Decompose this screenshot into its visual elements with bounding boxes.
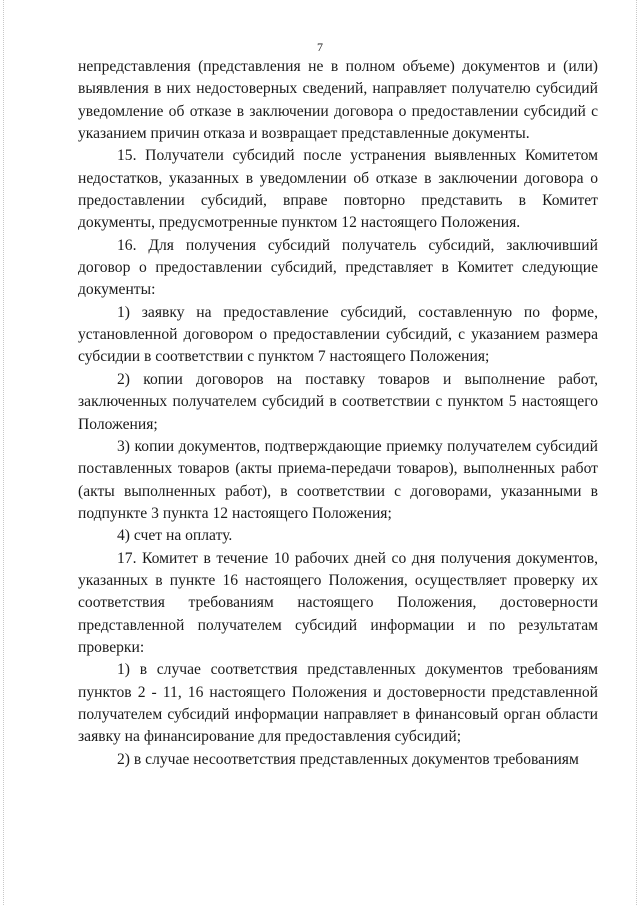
paragraph-subitem-16-3: 3) копии документов, подтверждающие приемку получателем субсидий поставленных товаров (акты приема-передачи товаров), выполненных работ (акты выполненных работ), в соответствии с договорами, указанными в подпункте 3 пункта 12 настоящего Положения; (78, 437, 598, 522)
scan-edge-right (636, 0, 637, 905)
paragraph-subitem-16-4: 4) счет на оплату. (117, 527, 233, 545)
paragraph-subitem-17-2: 2) в случае несоответствия представленных документов требованиям (117, 750, 579, 768)
scan-edge-left (3, 0, 4, 905)
paragraph-item-15: 15. Получатели субсидий после устранения выявленных Комитетом недостатков, указанных в уведомлении об отказе в заключении договора о предоставлении субсидий, вправе повторно представить в Комитет документы, предусмотренные пунктом 12 настоящего Положения. (78, 147, 598, 232)
paragraph-item-17: 17. Комитет в течение 10 рабочих дней со дня получения документов, указанных в пункте 16 настоящего Положения, осуществляет проверку их соответствия требованиям настоящего Положения, достоверности представленной получателем субсидий информации и по результатам проверки: (78, 549, 598, 656)
paragraph-item-16: 16. Для получения субсидий получатель субсидий, заключивший договор о предоставлении субсидий, представляет в Комитет следующие документы: (78, 236, 598, 299)
paragraph-subitem-16-2: 2) копии договоров на поставку товаров и выполнение работ, заключенных получателем субсидий в соответствии с пунктом 5 настоящего Положения; (78, 370, 598, 433)
paragraph-subitem-16-1: 1) заявку на предоставление субсидий, составленную по форме, установленной договором о предоставлении субсидий, с указанием размера субсидии в соответствии с пунктом 7 настоящего Положения; (78, 303, 598, 366)
paragraph-subitem-17-1: 1) в случае соответствия представленных документов требованиям пунктов 2 - 11, 16 настоящего Положения и достоверности представленной получателем субсидий информации направляет в финансовый орган области заявку на финансирование для предоставления субсидий; (78, 661, 598, 746)
paragraph-continuation: непредставления (представления не в полном объеме) документов и (или) выявления в них недостоверных сведений, направляет получателю субсидий уведомление об отказе в заключении договора о предоставлении субсидий с указанием причин отказа и возвращает представленные документы. (78, 58, 598, 143)
document-body (78, 56, 598, 771)
page-number: 7 (317, 40, 323, 54)
